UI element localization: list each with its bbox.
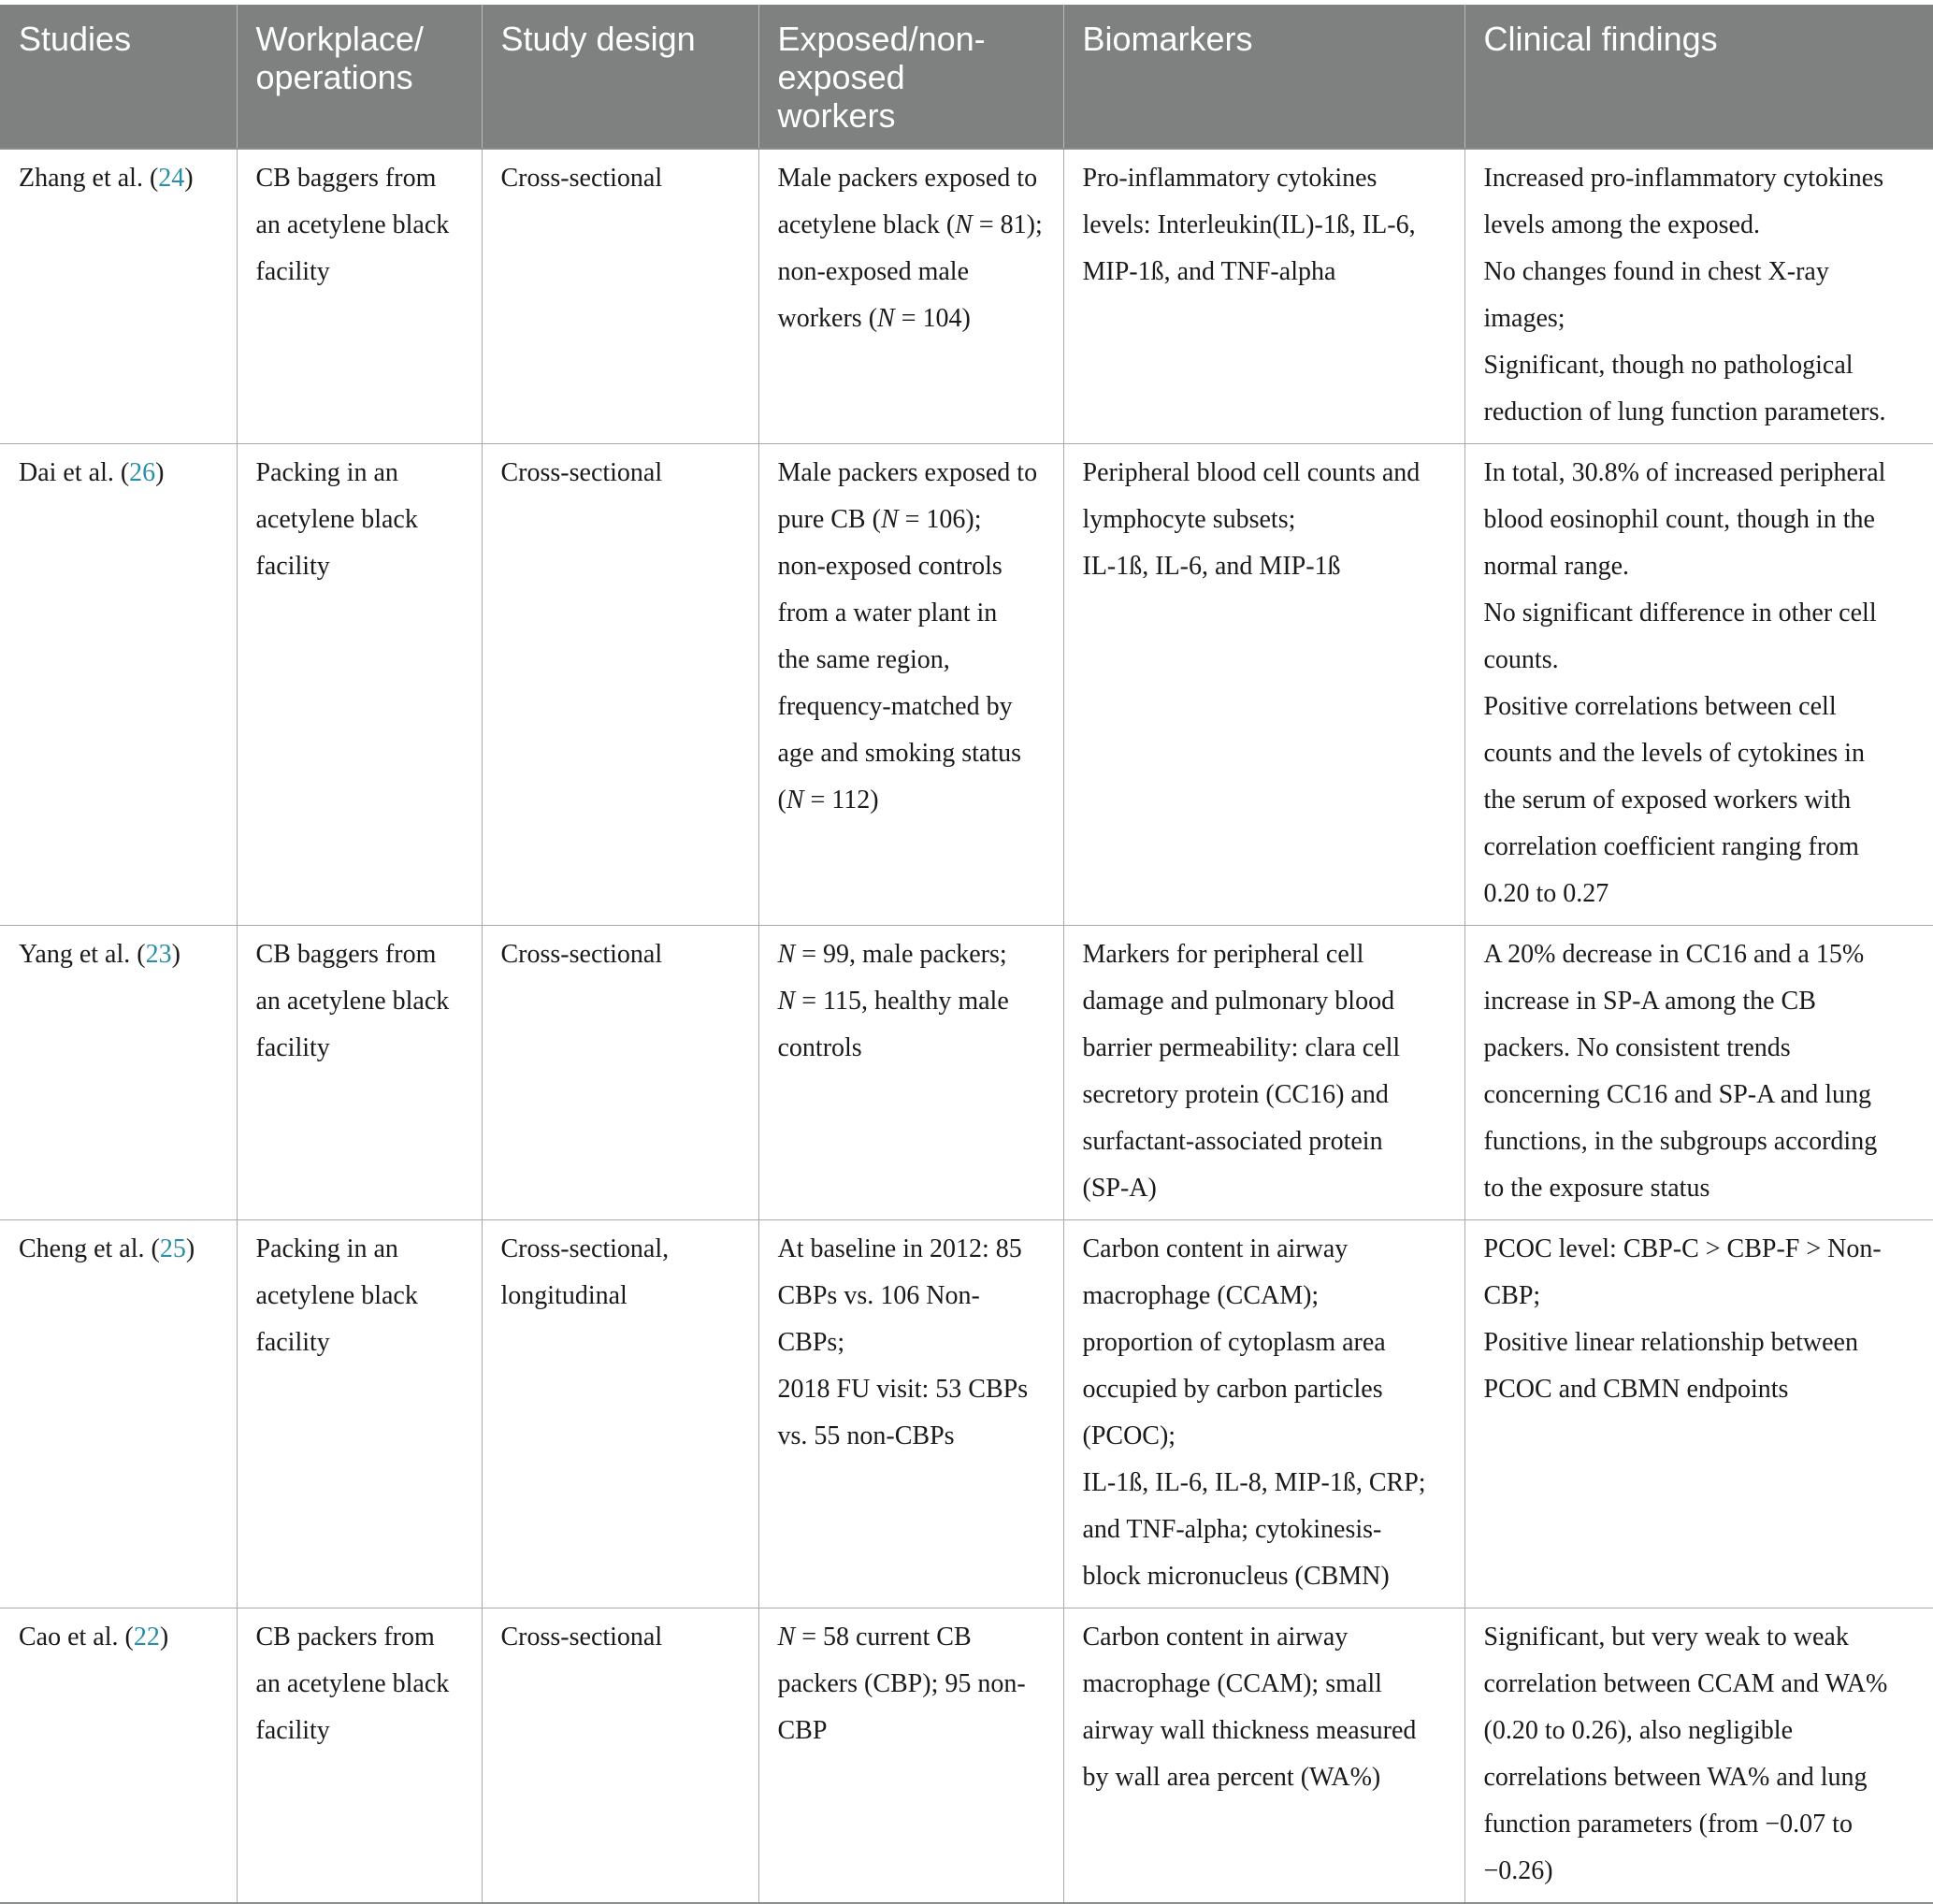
cell-biomarkers: Markers for peripheral cell damage and pulmonary blood barrier permeability: clara cell secretory protein (CC16) and surfactant-associated protein (SP-A) [1063,926,1464,1220]
header-studies: Studies [0,5,237,149]
studies-table [0,5,1933,1904]
reference-link[interactable]: 25 [159,1234,186,1263]
cell-biomarkers: Carbon content in airway macrophage (CCAM); small airway wall thickness measured by wall area percent (WA%) [1063,1608,1464,1904]
table-row [0,1220,1933,1608]
cell-exposed: Male packers exposed to acetylene black (N = 81); non-exposed male workers (N = 104) [758,149,1063,444]
cell-exposed: N = 58 current CB packers (CBP); 95 non- CBP [758,1608,1063,1904]
cell-workplace: CB baggers from an acetylene black facility [237,926,482,1220]
table-row [0,926,1933,1220]
reference-link[interactable]: 26 [129,458,156,487]
reference-link[interactable]: 22 [133,1623,160,1652]
cell-findings: In total, 30.8% of increased peripheral blood eosinophil count, though in the normal range. No significant difference in other cell counts. Positive correlations between cell counts and the levels of cytokines in the serum of exposed workers with correlation coefficient ranging from 0.20 to 0.27 [1464,444,1933,926]
cell-design: Cross-sectional [482,1608,758,1904]
cell-study: Cao et al. (22) [0,1608,237,1904]
cell-findings: Significant, but very weak to weak correlation between CCAM and WA% (0.20 to 0.26), also negligible correlations between WA% and lung function parameters (from −0.07 to −0.26) [1464,1608,1933,1904]
cell-biomarkers: Peripheral blood cell counts and lymphocyte subsets; IL-1ß, IL-6, and MIP-1ß [1063,444,1464,926]
reference-link[interactable]: 24 [158,164,185,193]
table-row [0,149,1933,444]
cell-exposed: Male packers exposed to pure CB (N = 106); non-exposed controls from a water plant in the same region, frequency-matched by age and smoking status (N = 112) [758,444,1063,926]
header-exposed: Exposed/non- exposed workers [758,5,1063,149]
cell-design: Cross-sectional [482,444,758,926]
cell-findings: Increased pro-inflammatory cytokines levels among the exposed. No changes found in chest X-ray images; Significant, though no pathological reduction of lung function parameters. [1464,149,1933,444]
cell-workplace: CB packers from an acetylene black facility [237,1608,482,1904]
cell-workplace: Packing in an acetylene black facility [237,444,482,926]
cell-workplace: CB baggers from an acetylene black facility [237,149,482,444]
header-row [0,5,1933,149]
cell-workplace: Packing in an acetylene black facility [237,1220,482,1608]
cell-biomarkers: Carbon content in airway macrophage (CCAM); proportion of cytoplasm area occupied by carbon particles (PCOC); IL-1ß, IL-6, IL-8, MIP-1ß, CRP; and TNF-alpha; cytokinesis- block micronucleus (CBMN) [1063,1220,1464,1608]
cell-study: Yang et al. (23) [0,926,237,1220]
cell-biomarkers: Pro-inflammatory cytokines levels: Interleukin(IL)-1ß, IL-6, MIP-1ß, and TNF-alpha [1063,149,1464,444]
reference-link[interactable]: 23 [145,940,172,969]
cell-exposed: N = 99, male packers; N = 115, healthy male controls [758,926,1063,1220]
header-biomarkers: Biomarkers [1063,5,1464,149]
cell-study: Dai et al. (26) [0,444,237,926]
header-study-design: Study design [482,5,758,149]
cell-design: Cross-sectional, longitudinal [482,1220,758,1608]
cell-findings: PCOC level: CBP-C > CBP-F > Non- CBP; Positive linear relationship between PCOC and CBMN endpoints [1464,1220,1933,1608]
cell-design: Cross-sectional [482,149,758,444]
cell-exposed: At baseline in 2012: 85 CBPs vs. 106 Non- CBPs; 2018 FU visit: 53 CBPs vs. 55 non-CBPs [758,1220,1063,1608]
header-clinical-findings: Clinical findings [1464,5,1933,149]
cell-study: Cheng et al. (25) [0,1220,237,1608]
table-header [0,5,1933,149]
table-row [0,1608,1933,1904]
header-workplace: Workplace/ operations [237,5,482,149]
table-row [0,444,1933,926]
cell-study: Zhang et al. (24) [0,149,237,444]
cell-findings: A 20% decrease in CC16 and a 15% increase in SP-A among the CB packers. No consistent trends concerning CC16 and SP-A and lung functions, in the subgroups according to the exposure status [1464,926,1933,1220]
cell-design: Cross-sectional [482,926,758,1220]
